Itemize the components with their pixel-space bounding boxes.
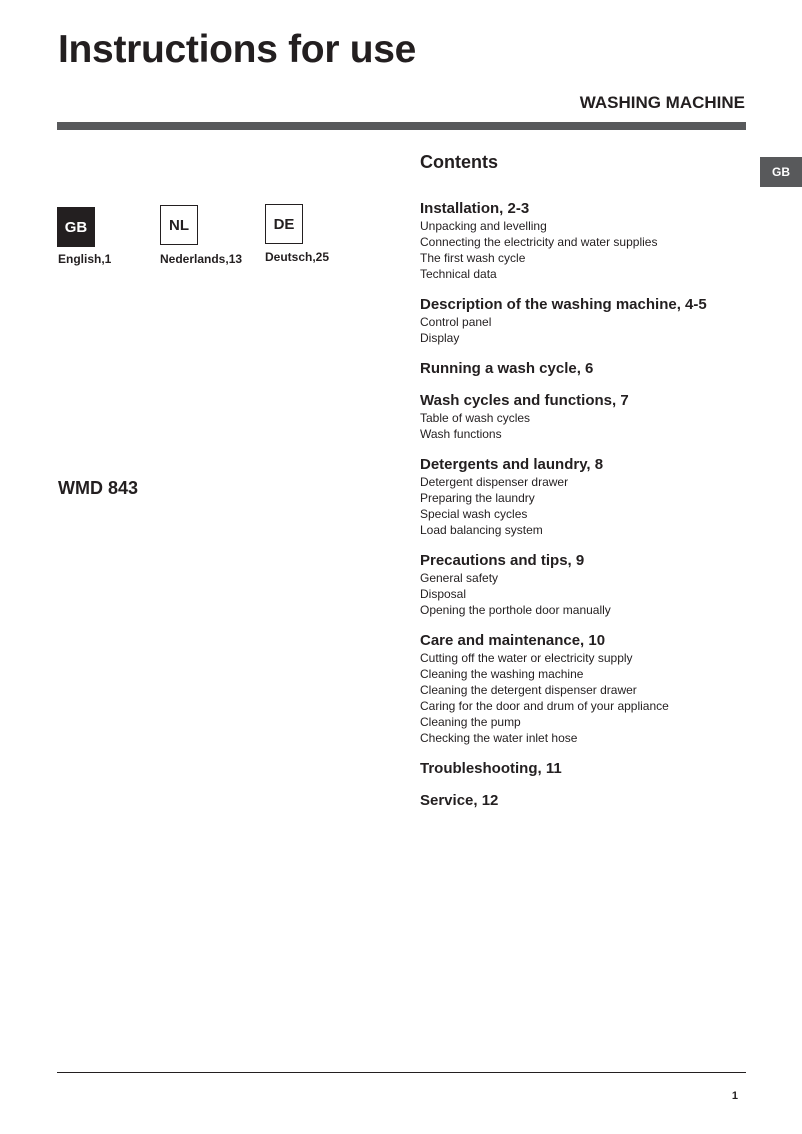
section-item[interactable]: Wash functions	[420, 427, 502, 441]
section-item[interactable]: Detergent dispenser drawer	[420, 475, 569, 489]
contents-section	[420, 456, 760, 538]
language-label-english[interactable]: English,1	[58, 252, 112, 266]
section-item[interactable]: General safety	[420, 571, 499, 585]
document-title: Instructions for use	[58, 28, 417, 71]
section-title[interactable]: Detergents and laundry, 8	[420, 456, 604, 473]
table-of-contents	[420, 150, 760, 824]
contents-section	[420, 760, 760, 778]
section-item[interactable]: Unpacking and levelling	[420, 219, 547, 233]
contents-heading: Contents	[420, 152, 498, 172]
section-item[interactable]: Opening the porthole door manually	[420, 603, 611, 617]
contents-section	[420, 632, 760, 746]
section-title[interactable]: Running a wash cycle, 6	[420, 360, 594, 377]
model-number: WMD 843	[58, 478, 139, 498]
language-box-gb[interactable]: GB	[57, 207, 95, 247]
section-item[interactable]: Checking the water inlet hose	[420, 731, 578, 745]
page-number: 1	[731, 1090, 738, 1102]
section-title[interactable]: Service, 12	[420, 792, 499, 809]
section-item[interactable]: Cleaning the pump	[420, 715, 521, 729]
language-label-deutsch[interactable]: Deutsch,25	[265, 250, 330, 264]
language-label-nederlands[interactable]: Nederlands,13	[160, 252, 243, 266]
section-item[interactable]: Preparing the laundry	[420, 491, 535, 505]
section-item[interactable]: Disposal	[420, 587, 467, 601]
section-item[interactable]: Table of wash cycles	[420, 411, 531, 425]
contents-section	[420, 360, 760, 378]
contents-section	[420, 792, 760, 810]
section-item[interactable]: Connecting the electricity and water supplies	[420, 235, 658, 249]
section-item[interactable]: Special wash cycles	[420, 507, 528, 521]
contents-section	[420, 200, 760, 282]
section-title[interactable]: Installation, 2-3	[420, 200, 530, 217]
language-box-nl[interactable]: NL	[160, 205, 198, 245]
section-item[interactable]: Load balancing system	[420, 523, 543, 537]
contents-section	[420, 296, 760, 346]
section-title[interactable]: Wash cycles and functions, 7	[420, 392, 629, 409]
section-item[interactable]: The first wash cycle	[420, 251, 526, 265]
section-item[interactable]: Cutting off the water or electricity supply	[420, 651, 633, 665]
header-rule	[57, 122, 746, 130]
contents-section	[420, 392, 760, 442]
section-item[interactable]: Control panel	[420, 315, 492, 329]
language-side-tab: GB	[760, 157, 802, 187]
language-box-de[interactable]: DE	[265, 204, 303, 244]
section-item[interactable]: Caring for the door and drum of your appliance	[420, 699, 669, 713]
section-item[interactable]: Display	[420, 331, 460, 345]
section-item[interactable]: Cleaning the washing machine	[420, 667, 584, 681]
product-type: WASHING MACHINE	[579, 93, 745, 112]
contents-section	[420, 552, 760, 618]
section-title[interactable]: Precautions and tips, 9	[420, 552, 585, 569]
section-title[interactable]: Description of the washing machine, 4-5	[420, 296, 707, 313]
section-title[interactable]: Troubleshooting, 11	[420, 760, 562, 777]
section-item[interactable]: Cleaning the detergent dispenser drawer	[420, 683, 637, 697]
footer-rule	[57, 1072, 746, 1073]
contents-sections	[420, 200, 760, 810]
section-title[interactable]: Care and maintenance, 10	[420, 632, 606, 649]
section-item[interactable]: Technical data	[420, 267, 497, 281]
